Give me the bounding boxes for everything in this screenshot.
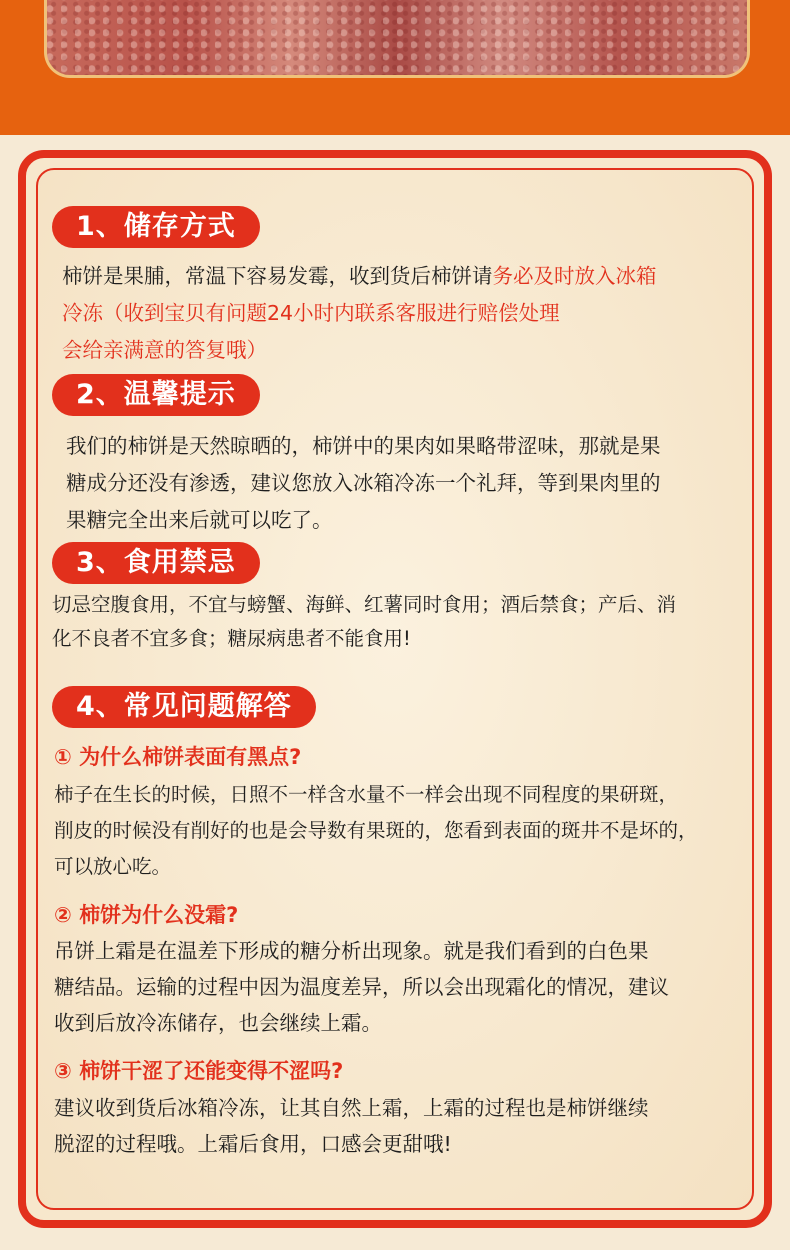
faq-answer-2-line-3: 收到后放冷冻储存，也会继续上霜。	[54, 1011, 382, 1035]
storage-text-line-3: 会给亲满意的答复哦）	[62, 338, 267, 362]
faq-question-3: ③ 柿饼干涩了还能变得不涩吗?	[54, 1059, 344, 1083]
faq-answer-2-line-2: 糖结品。运输的过程中因为温度差异，所以会出现霜化的情况，建议	[54, 975, 669, 999]
faq-answer-3-line-1: 建议收到货后冰箱冷冻，让其自然上霜，上霜的过程也是柿饼继续	[54, 1096, 649, 1120]
tips-text-line-2: 糖成分还没有渗透，建议您放入冰箱冷冻一个礼拜，等到果肉里的	[66, 471, 661, 495]
storage-text-line-1	[62, 258, 657, 295]
faq-question-2: ② 柿饼为什么没霜?	[54, 903, 239, 927]
faq-answer-1-line-2: 削皮的时候没有削好的也是会导数有果斑的，您看到表面的斑井不是坏的，	[54, 819, 698, 842]
faq-answer-1-line-3: 可以放心吃。	[54, 855, 172, 878]
tips-text-line-1: 我们的柿饼是天然晾晒的，柿饼中的果肉如果略带涩味，那就是果	[66, 434, 661, 458]
section-title-faq: 4、常见问题解答	[52, 686, 316, 728]
tips-text-line-3: 果糖完全出来后就可以吃了。	[66, 508, 333, 532]
faq-answer-3-line-2: 脱涩的过程哦。上霜后食用，口感会更甜哦!	[54, 1132, 452, 1156]
section-title-taboos: 3、食用禁忌	[52, 542, 260, 584]
taboos-text-line-2: 化不良者不宜多食；糖尿病患者不能食用!	[52, 627, 411, 650]
storage-text-line-2: 冷冻（收到宝贝有问题24小时内联系客服进行赔偿处理	[62, 301, 560, 325]
taboos-text-line-1: 切忌空腹食用，不宜与螃蟹、海鲜、红薯同时食用；酒后禁食；产后、消	[52, 593, 677, 616]
faq-answer-1-line-1: 柿子在生长的时候，日照不一样含水量不一样会出现不同程度的果研斑，	[54, 783, 679, 806]
storage-text-highlight: 务必及时放入冰箱	[492, 264, 657, 288]
faq-question-1: ① 为什么柿饼表面有黑点?	[54, 745, 302, 769]
storage-text-normal: 柿饼是果脯，常温下容易发霉，收到货后柿饼请	[62, 264, 493, 288]
section-title-storage: 1、储存方式	[52, 206, 260, 248]
product-photo	[44, 0, 750, 78]
section-title-tips: 2、温馨提示	[52, 374, 260, 416]
faq-answer-2-line-1: 吊饼上霜是在温差下形成的糖分析出现象。就是我们看到的白色果	[54, 939, 649, 963]
top-banner	[0, 0, 790, 135]
